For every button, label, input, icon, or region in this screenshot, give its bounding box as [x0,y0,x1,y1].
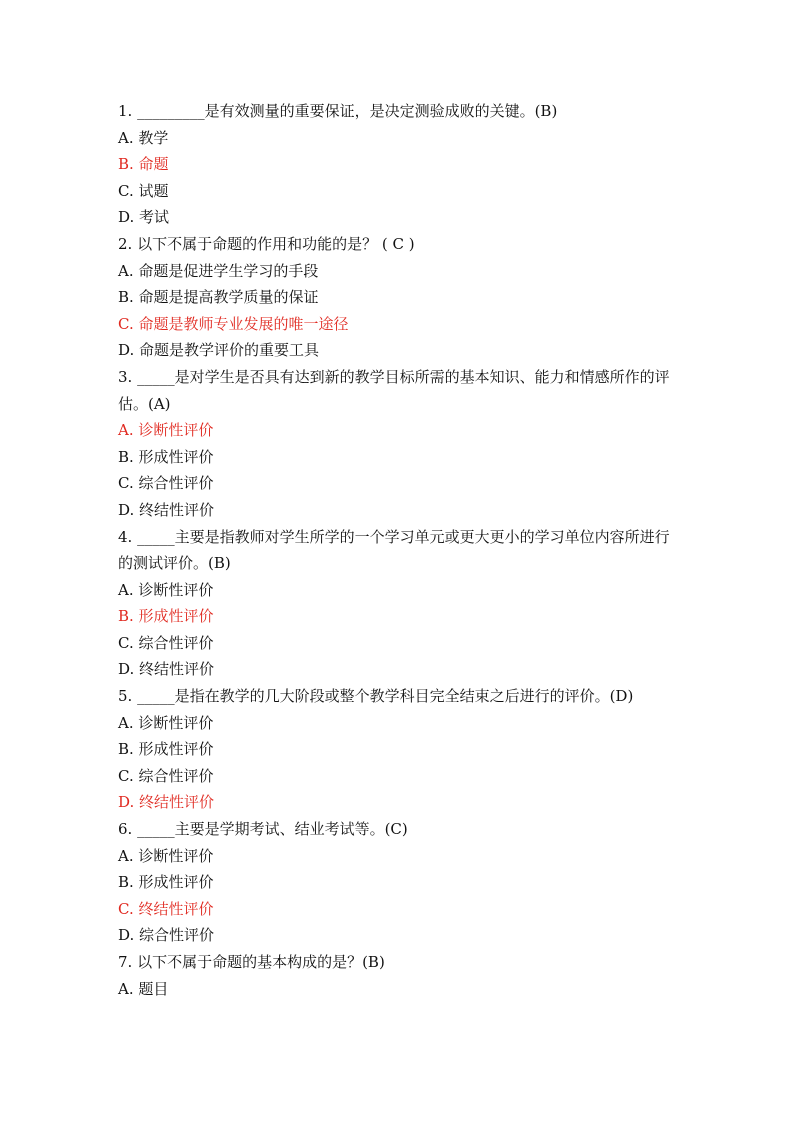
question-stem: 3. _____是对学生是否具有达到新的教学目标所需的基本知识、能力和情感所作的评估。(A) [118,367,670,413]
option-a: A. 诊断性评价 [118,713,214,732]
option-b: B. 形成性评价 [118,873,214,892]
option-a: A. 教学 [118,128,169,147]
option-b: B. 命题是提高教学质量的保证 [118,288,319,307]
document-page [118,98,683,1002]
question-4 [118,524,683,684]
question-1 [118,98,683,231]
question-7 [118,949,683,1002]
option-d: D. 命题是教学评价的重要工具 [118,341,320,360]
option-c: C. 综合性评价 [118,633,214,652]
option-c-correct: C. 终结性评价 [118,899,214,918]
question-2 [118,231,683,364]
option-b-correct: B. 形成性评价 [118,607,214,626]
question-5 [118,683,683,816]
option-d: D. 终结性评价 [118,500,215,519]
question-3 [118,364,683,524]
option-d: D. 综合性评价 [118,926,215,945]
question-stem: 5. _____是指在教学的几大阶段或整个教学科目完全结束之后进行的评价。(D) [118,687,634,706]
question-stem: 4. _____主要是指教师对学生所学的一个学习单元或更大更小的学习单位内容所进行的测试评价。(B) [118,527,670,573]
question-stem: 1. _________是有效测量的重要保证，是决定测验成败的关键。(B) [118,102,558,120]
option-d: D. 终结性评价 [118,660,215,679]
option-c: C. 试题 [118,181,169,200]
option-d: D. 考试 [118,208,170,227]
question-stem: 6. _____主要是学期考试、结业考试等。(C) [118,820,408,839]
option-c: C. 综合性评价 [118,766,214,785]
question-stem: 7. 以下不属于命题的基本构成的是？(B) [118,953,385,971]
option-d-correct: D. 终结性评价 [118,793,215,812]
option-a: A. 题目 [118,979,169,998]
option-c-correct: C. 命题是教师专业发展的唯一途径 [118,314,349,333]
option-b: B. 形成性评价 [118,447,214,466]
option-a: A. 诊断性评价 [118,846,214,865]
question-6 [118,816,683,949]
question-stem: 2. 以下不属于命题的作用和功能的是？ ( C ) [118,234,415,253]
option-a-correct: A. 诊断性评价 [118,421,214,440]
option-b: B. 形成性评价 [118,740,214,759]
option-a: A. 命题是促进学生学习的手段 [118,261,319,280]
option-b-correct: B. 命题 [118,155,169,174]
option-c: C. 综合性评价 [118,474,214,493]
option-a: A. 诊断性评价 [118,580,214,599]
